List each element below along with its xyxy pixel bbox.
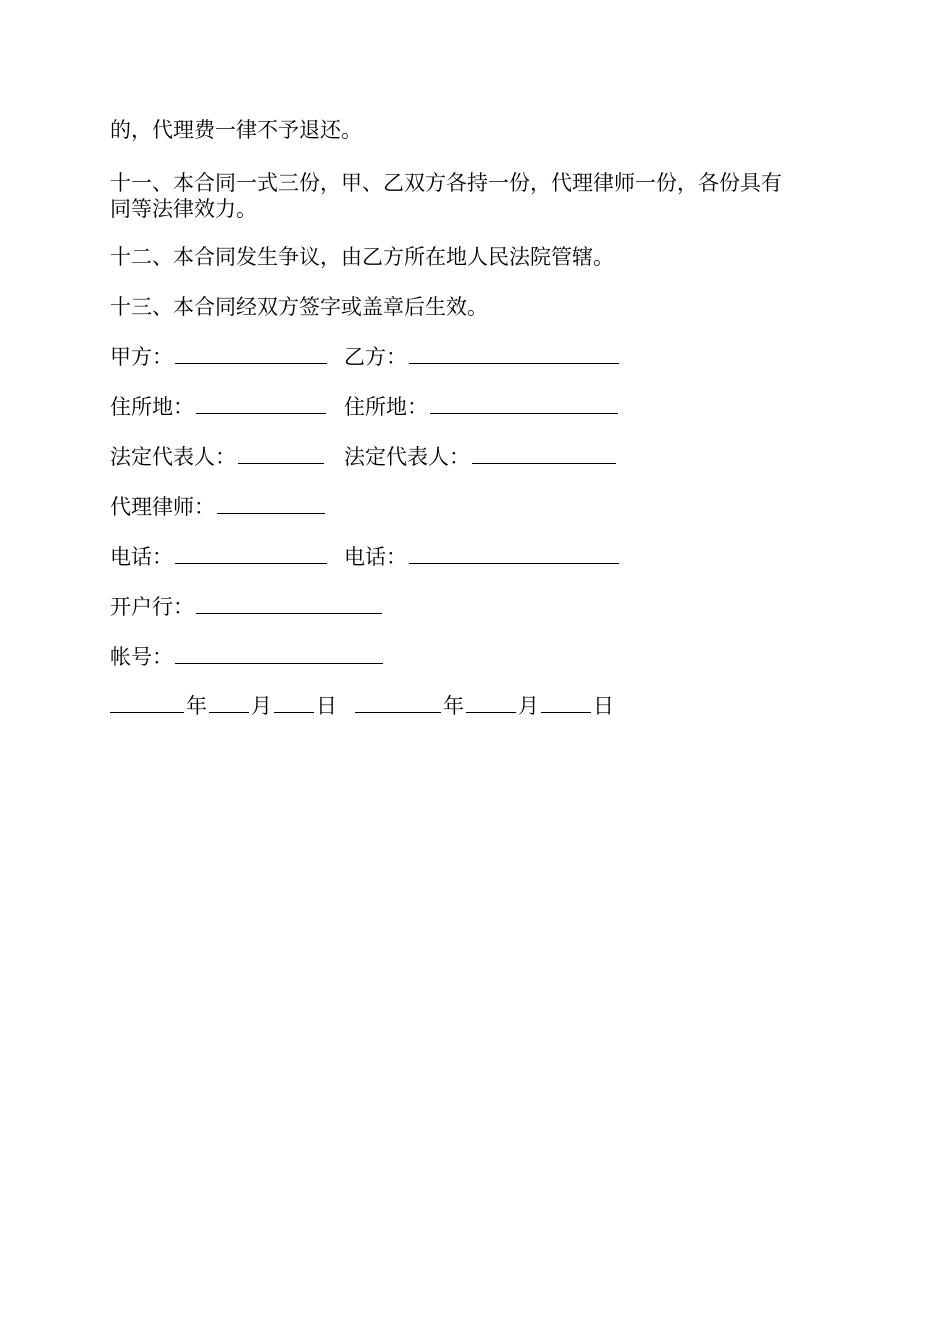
party-b-legal-rep-field[interactable]	[472, 443, 616, 464]
party-b-year-field[interactable]	[355, 692, 441, 713]
clause-13: 十三、本合同经双方签字或盖章后生效。	[110, 295, 488, 319]
party-b-address-row	[344, 393, 620, 420]
account-label: 帐号：	[110, 645, 173, 669]
party-a-label: 甲方：	[110, 345, 173, 369]
clause-11-line-2: 同等法律效力。	[110, 197, 257, 221]
paragraph-refund: 的，代理费一律不予退还。	[110, 118, 362, 142]
day-label: 日	[316, 694, 337, 718]
party-a-address-row	[110, 393, 328, 420]
party-a-phone-field[interactable]	[175, 543, 327, 564]
party-a-year-field[interactable]	[110, 692, 184, 713]
party-a-day-field[interactable]	[274, 692, 314, 713]
day-label: 日	[593, 694, 614, 718]
bank-row	[110, 593, 384, 620]
party-b-field[interactable]	[409, 343, 619, 364]
party-b-phone-field[interactable]	[409, 543, 619, 564]
party-b-legal-rep-row	[344, 443, 618, 470]
party-a-legal-rep-label: 法定代表人：	[110, 445, 236, 469]
party-b-date-row	[355, 692, 614, 719]
party-a-address-label: 住所地：	[110, 395, 194, 419]
party-b-month-field[interactable]	[466, 692, 516, 713]
year-label: 年	[186, 694, 207, 718]
party-b-legal-rep-label: 法定代表人：	[344, 445, 470, 469]
party-a-phone-label: 电话：	[110, 545, 173, 569]
party-b-phone-label: 电话：	[344, 545, 407, 569]
month-label: 月	[251, 694, 272, 718]
party-b-day-field[interactable]	[541, 692, 591, 713]
party-a-address-field[interactable]	[196, 393, 326, 414]
year-label: 年	[443, 694, 464, 718]
account-field[interactable]	[175, 643, 383, 664]
party-b-address-label: 住所地：	[344, 395, 428, 419]
bank-label: 开户行：	[110, 595, 194, 619]
party-a-month-field[interactable]	[209, 692, 249, 713]
party-a-field[interactable]	[175, 343, 327, 364]
lawyer-field[interactable]	[217, 493, 325, 514]
clause-11-line-1: 十一、本合同一式三份，甲、乙双方各持一份，代理律师一份，各份具有	[110, 171, 782, 195]
party-b-address-field[interactable]	[430, 393, 618, 414]
bank-field[interactable]	[196, 593, 382, 614]
clause-12: 十二、本合同发生争议，由乙方所在地人民法院管辖。	[110, 245, 614, 269]
party-a-phone-row	[110, 543, 329, 570]
party-a-row	[110, 343, 329, 370]
account-row	[110, 643, 385, 670]
party-a-date-row	[110, 692, 337, 719]
party-b-label: 乙方：	[344, 345, 407, 369]
month-label: 月	[518, 694, 539, 718]
party-a-legal-rep-row	[110, 443, 326, 470]
party-b-phone-row	[344, 543, 621, 570]
lawyer-row	[110, 493, 327, 520]
party-a-legal-rep-field[interactable]	[238, 443, 324, 464]
lawyer-label: 代理律师：	[110, 495, 215, 519]
party-b-row	[344, 343, 621, 370]
